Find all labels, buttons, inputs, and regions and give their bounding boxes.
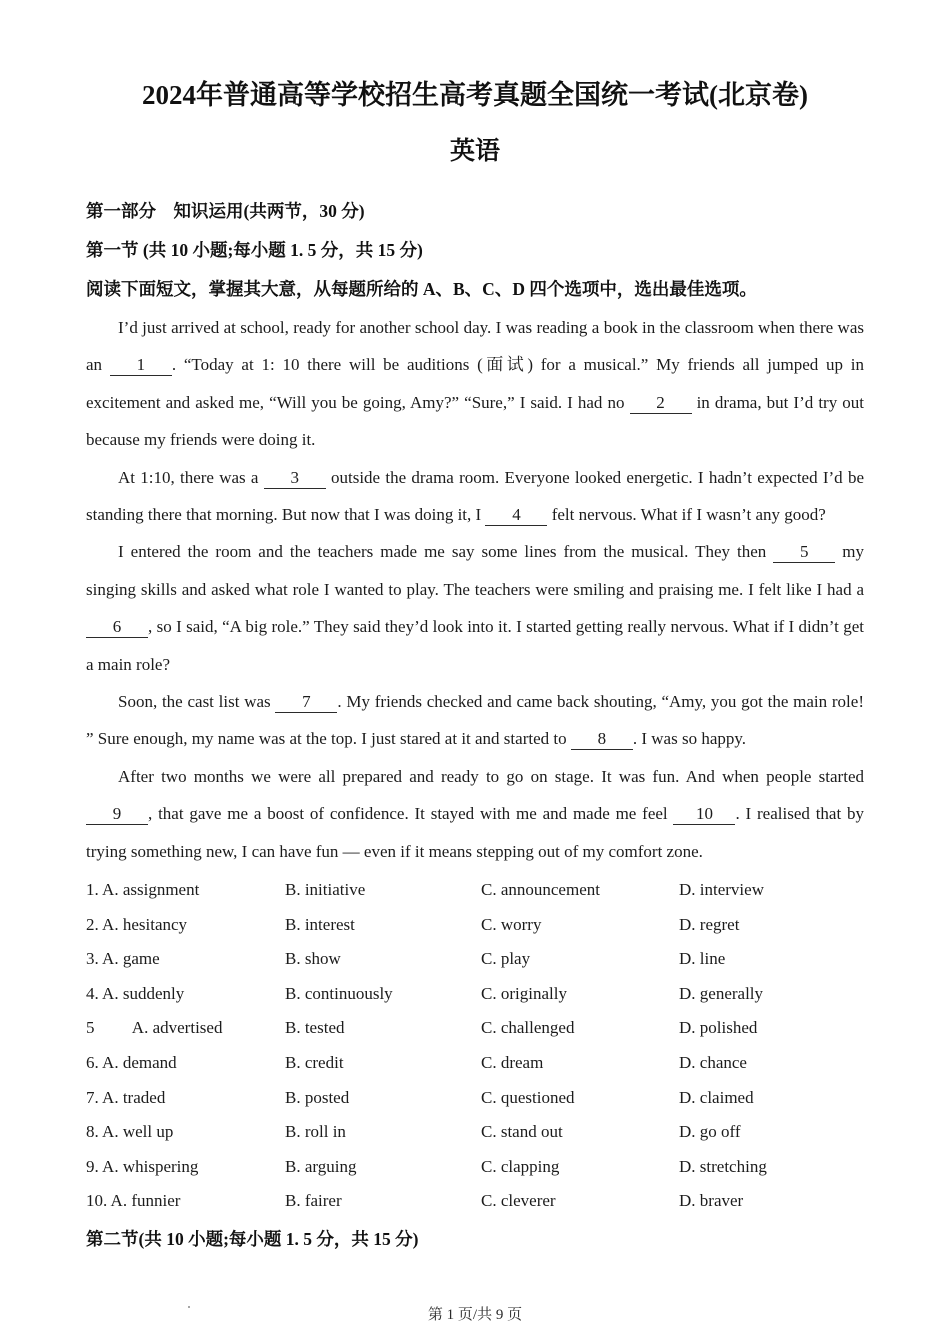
option-cell-q7-c: C. questioned xyxy=(481,1087,575,1107)
part1-heading: 第一部分 知识运用(共两节，30 分) xyxy=(86,201,365,221)
option-cell-q7-d: D. claimed xyxy=(679,1087,754,1107)
option-cell-q6-d: D. chance xyxy=(679,1053,747,1073)
option-cell-q3-c: C. play xyxy=(481,949,531,969)
option-cell-q8-c: C. stand out xyxy=(481,1122,563,1142)
option-cell-q5-d: D. polished xyxy=(679,1018,758,1038)
option-cell-q8-b: B. roll in xyxy=(285,1122,346,1142)
option-cell-q8-d: D. go off xyxy=(679,1122,741,1142)
option-cell-q5-b: B. tested xyxy=(285,1018,345,1038)
option-cell-q4-b: B. continuously xyxy=(285,983,393,1003)
option-cell-q6-b: B. credit xyxy=(285,1053,344,1073)
page-subtitle: 英语 xyxy=(449,138,500,165)
option-cell-q4-a: 4. A. suddenly xyxy=(86,983,185,1003)
section2-heading: 第二节(共 10 小题;每小题 1. 5 分，共 15 分) xyxy=(86,1229,419,1250)
option-cell-q2-b: B. interest xyxy=(285,914,355,934)
cloze-blank-4: 4 xyxy=(485,505,547,526)
page-footer: 第 1 页/共 9 页 xyxy=(427,1307,523,1323)
option-cell-q9-d: D. stretching xyxy=(679,1156,767,1176)
option-cell-q1-b: B. initiative xyxy=(285,880,366,900)
option-cell-q1-c: C. announcement xyxy=(481,880,600,900)
option-cell-q2-a: 2. A. hesitancy xyxy=(86,914,188,934)
cloze-blank-3: 3 xyxy=(264,468,326,489)
option-cell-q8-a: 8. A. well up xyxy=(86,1122,174,1142)
option-cell-q6-c: C. dream xyxy=(481,1053,544,1073)
section1-heading: 第一节 (共 10 小题;每小题 1. 5 分，共 15 分) xyxy=(86,240,423,260)
passage-paragraph-5: After two months we were all prepared and ready to go on stage. It was fun. And when people started 9 , that gave me a boost of confidence. It stayed with me and made me feel 10 . I realised that by trying something new, I can have fun — even if it means stepping out of my comfort zone. xyxy=(86,766,865,861)
option-cell-q3-a: 3. A. game xyxy=(86,949,160,969)
passage-paragraph-1: I’d just arrived at school, ready for another school day. I was reading a book in the classroom when there was an 1 . “Today at 1: 10 there will be auditions (面试) for a musical.” My friends all jumped up in excitement and asked me, “Will you be going, Amy?” “Sure,” I said. I had no 2 in drama, but I’d try out because my friends were doing it. xyxy=(86,318,865,450)
cloze-blank-2: 2 xyxy=(630,393,692,414)
option-cell-q1-d: D. interview xyxy=(679,880,764,900)
cloze-passage xyxy=(86,309,864,870)
option-cell-q9-c: C. clapping xyxy=(481,1156,560,1176)
option-cell-q7-b: B. posted xyxy=(285,1087,350,1107)
option-cell-q2-d: D. regret xyxy=(679,914,740,934)
passage-paragraph-3: I entered the room and the teachers made me say some lines from the musical. They then 5 my singing skills and asked what role I wanted to play. The teachers were smiling and praising me. I felt like I had a 6 , so I said, “A big role.” They said they’d look into it. I started getting really nervous. What if I didn’t get a main role? xyxy=(86,542,864,674)
options-table xyxy=(86,873,864,1219)
cloze-blank-5: 5 xyxy=(773,542,835,563)
option-cell-q5-c: C. challenged xyxy=(481,1018,575,1038)
cloze-blank-10: 10 xyxy=(673,804,735,825)
option-cell-q7-a: 7. A. traded xyxy=(86,1087,166,1107)
option-cell-q10-c: C. cleverer xyxy=(481,1191,556,1211)
option-cell-q3-d: D. line xyxy=(679,949,726,969)
cloze-blank-1: 1 xyxy=(110,355,172,376)
option-cell-q10-b: B. fairer xyxy=(285,1191,342,1211)
cloze-blank-9: 9 xyxy=(86,804,148,825)
cloze-blank-7: 7 xyxy=(275,692,337,713)
passage-paragraph-2: At 1:10, there was a 3 outside the drama room. Everyone looked energetic. I hadn’t expected I’d be standing there that morning. But now that I was doing it, I 4 felt nervous. What if I wasn’t any good? xyxy=(86,467,864,525)
option-cell-q5-a: 5 A. advertised xyxy=(86,1018,223,1038)
passage-paragraph-4: Soon, the cast list was 7 . My friends checked and came back shouting, “Amy, you got the main role! ” Sure enough, my name was at the top. I just stared at it and started to 8 . I was so happy. xyxy=(86,692,864,749)
instructions-line: 阅读下面短文，掌握其大意，从每题所给的 A、B、C、D 四个选项中，选出最佳选项。 xyxy=(86,279,757,299)
option-cell-q6-a: 6. A. demand xyxy=(86,1053,177,1073)
option-cell-q4-c: C. originally xyxy=(481,983,567,1003)
option-cell-q9-a: 9. A. whispering xyxy=(86,1156,199,1176)
option-cell-q10-a: 10. A. funnier xyxy=(86,1191,181,1211)
cloze-blank-8: 8 xyxy=(571,729,633,750)
option-cell-q3-b: B. show xyxy=(285,949,341,969)
option-cell-q2-c: C. worry xyxy=(481,914,542,934)
option-cell-q10-d: D. braver xyxy=(679,1191,744,1211)
option-cell-q1-a: 1. A. assignment xyxy=(86,880,200,900)
page-title: 2024年普通高等学校招生高考真题全国统一考试(北京卷) xyxy=(142,80,808,110)
option-cell-q9-b: B. arguing xyxy=(285,1156,357,1176)
cloze-blank-6: 6 xyxy=(86,617,148,638)
option-cell-q4-d: D. generally xyxy=(679,983,764,1003)
